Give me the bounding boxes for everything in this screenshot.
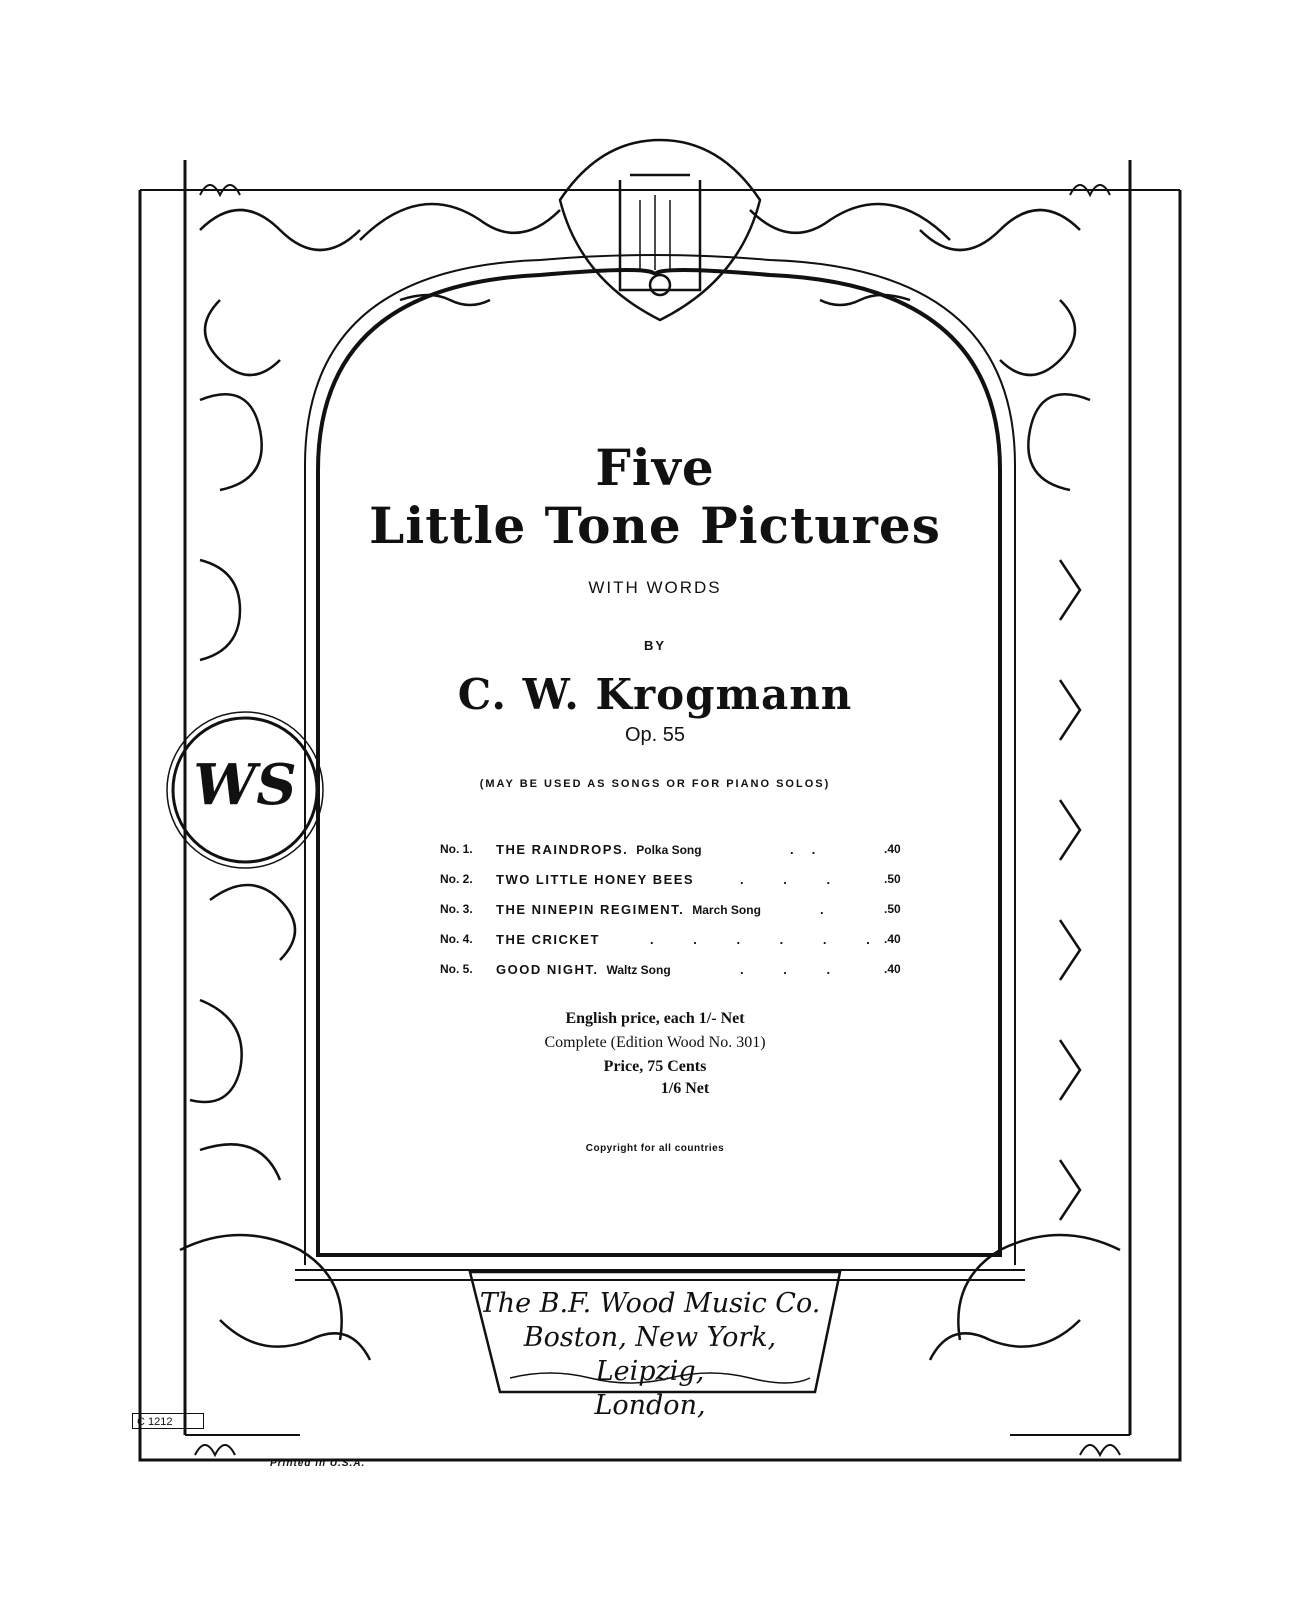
song-price: .40 — [884, 842, 901, 856]
publisher-imprint — [470, 1287, 830, 1423]
complete-edition: Complete (Edition Wood No. 301) — [544, 1034, 766, 1051]
leader-dots: . . . — [740, 872, 849, 887]
leader-dots: . . . — [740, 962, 849, 977]
song-title: THE RAINDROPS. Polka Song — [496, 842, 702, 857]
song-price: .50 — [884, 872, 901, 886]
leader-dots: . — [820, 902, 842, 917]
song-price: .50 — [884, 902, 901, 916]
leader-dots: .. — [790, 842, 834, 857]
title-line-1: Five — [595, 438, 715, 497]
song-number: No. 2. — [440, 872, 473, 886]
copyright-notice: Copyright for all countries — [585, 1143, 725, 1154]
song-number: No. 3. — [440, 902, 473, 916]
song-number: No. 4. — [440, 932, 473, 946]
printed-in-label: Printed in U.S.A. — [270, 1458, 366, 1469]
publisher-city-london: London, — [594, 1390, 706, 1421]
monogram-logo: WS — [193, 752, 297, 818]
song-subtitle: Polka Song — [636, 843, 702, 857]
song-item — [440, 902, 920, 932]
song-title: THE NINEPIN REGIMENT. March Song — [496, 902, 761, 917]
song-title: GOOD NIGHT. Waltz Song — [496, 962, 671, 977]
price-net: 1/6 Net — [660, 1080, 710, 1097]
song-number: No. 1. — [440, 842, 473, 856]
song-price: .40 — [884, 962, 901, 976]
song-title: THE CRICKET — [496, 932, 600, 947]
publisher-name: The B.F. Wood Music Co. — [479, 1288, 821, 1319]
song-item — [440, 872, 920, 902]
price-cents: Price, 75 Cents — [603, 1058, 707, 1075]
song-list — [440, 842, 920, 992]
title-line-2: Little Tone Pictures — [369, 496, 941, 555]
song-item — [440, 962, 920, 992]
subtitle: WITH WORDS — [588, 578, 722, 597]
opus-number: Op. 55 — [624, 724, 686, 746]
usage-note: (MAY BE USED AS SONGS OR FOR PIANO SOLOS) — [479, 778, 831, 790]
leader-dots: . . . . . . — [650, 932, 888, 947]
publisher-cities: Boston, New York, Leipzig, — [523, 1322, 777, 1387]
english-price: English price, each 1/- Net — [565, 1010, 745, 1027]
by-label: BY — [643, 638, 667, 653]
song-item — [440, 932, 920, 962]
catalog-number: C 1212 — [132, 1413, 204, 1429]
song-title: TWO LITTLE HONEY BEES — [496, 872, 695, 887]
composer-name: C. W. Krogmann — [457, 670, 853, 719]
song-item — [440, 842, 920, 872]
song-subtitle: March Song — [692, 903, 761, 917]
song-subtitle: Waltz Song — [606, 963, 671, 977]
song-price: .40 — [884, 932, 901, 946]
song-number: No. 5. — [440, 962, 473, 976]
